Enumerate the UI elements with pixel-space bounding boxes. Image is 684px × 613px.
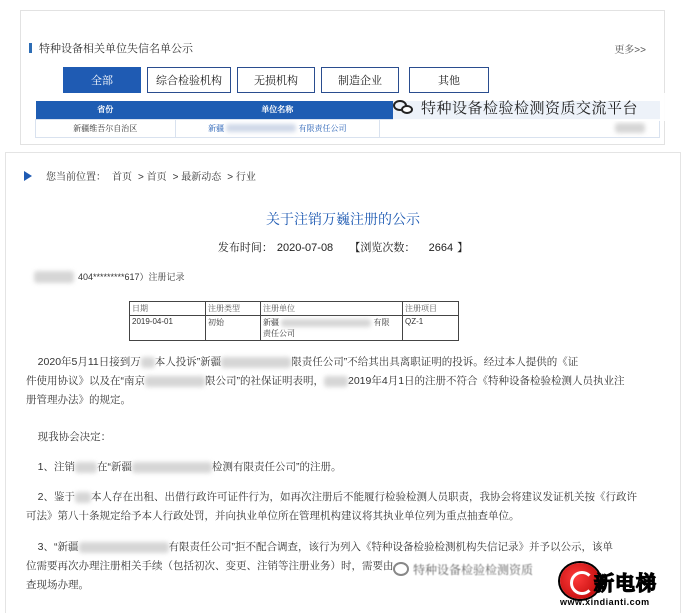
p1-part-a: 2020年5月11日接到万 [37,356,141,368]
redacted-name [324,376,348,387]
table-header-row [130,302,459,316]
cell-unit [261,316,403,341]
table-row[interactable] [36,119,660,137]
panel-title-marker [29,43,32,53]
table-row [130,316,459,341]
article-panel [5,152,681,613]
p5-part-b: 有限责任公司”拒不配合调查，该行为列入《特种设备检验检测机构失信记录》并予以公示，该单 [168,541,614,553]
redacted-unit [281,319,371,327]
paragraph-item-1 [26,458,666,477]
p4-part-a: 2、鉴于 [37,491,76,503]
p1-line2-c: 2019年4月1日的注册不符合《特种设备检验检测人员执业注 [348,375,625,387]
watermark-text: 特种设备检验检测资质交流平台 [421,99,639,117]
views-close: 】 [457,242,469,254]
registration-table [129,301,459,341]
column-header-unit: 单位名称 [175,101,380,119]
p4-line2: 可法》第八十条规定给予本人行政处罚，并向执业单位所在管理机构建议将其执业单位列为重点抽查单位。 [26,510,520,522]
p5-line2-a: 位需要再次办理注册相关手续（包括初次、变更、注销等注册业务）时，需要由 [26,560,394,572]
cell-blank [380,119,660,137]
breadcrumb-industry[interactable]: > 行业 [227,172,256,183]
redacted-unit [221,357,291,368]
column-header-unit: 注册单位 [261,302,403,316]
panel-title: 特种设备相关单位失信名单公示 [39,43,193,55]
publish-label: 发布时间： [217,242,273,254]
unit-part-b: 有限 [373,318,390,327]
redacted-name [141,357,155,368]
bottom-watermark [393,558,581,580]
blacklist-panel [20,10,665,145]
column-header-item: 注册项目 [403,302,459,316]
breadcrumb-news[interactable]: > 最新动态 [172,172,222,183]
unit-part-c: 责任公司 [263,329,295,338]
redacted-name [34,271,74,283]
paragraph-complaint [26,353,666,410]
paragraph-item-2 [26,488,666,526]
redacted-unit [79,542,169,553]
cell-item: QZ-1 [403,316,459,341]
p3-part-c: 检测有限责任公司”的注册。 [212,461,342,473]
site-logo [560,563,680,611]
unit-name-prefix: 新疆 [208,123,225,133]
unit-name-suffix: 有限责任公司 [298,123,347,133]
wechat-icon [393,98,415,116]
breadcrumb-label: 您当前位置： [46,172,106,183]
p3-part-a: 1、注销 [37,461,76,473]
logo-url: www.xindianti.com [560,597,650,607]
redacted-unit [145,376,205,387]
paragraph-decision [26,428,666,447]
p5-line3: 查现场办理。 [26,579,89,591]
p1-part-c: 限责任公司”不给其出具离职证明的投诉。经过本人提供的《证 [291,356,579,368]
column-header-province: 省份 [36,101,176,119]
p1-line3: 册管理办法》的规定。 [26,394,131,406]
cell-date: 2019-04-01 [130,316,206,341]
redacted-cell [615,123,645,133]
breadcrumb-home[interactable]: 首页 [112,172,132,183]
breadcrumb-home-2[interactable]: > 首页 [138,172,167,183]
tab-inspection-agency[interactable]: 综合检验机构 [147,67,231,93]
tab-ndt-agency[interactable]: 无损机构 [237,67,315,93]
column-header-date: 日期 [130,302,206,316]
category-tabs [63,67,495,93]
redacted-name [75,462,97,473]
p5-part-a: 3、“新疆 [37,541,79,553]
p1-line2-a: 件使用协议》以及在“南京 [26,375,145,387]
p3-part-b: 在“新疆 [97,461,133,473]
publish-date: 2020-07-08 [276,242,334,254]
tab-manufacturer[interactable]: 制造企业 [321,67,399,93]
p1-line2-b: 限公司”的社保证明表明， [205,375,324,387]
breadcrumb-arrow-icon [24,171,32,181]
more-link[interactable]: 更多>> [614,45,646,56]
views-count: 2664 [428,242,454,254]
bottom-watermark-text: 特种设备检验检测资质 [413,562,534,577]
views-label: 【浏览次数： [349,242,416,254]
cell-type: 初始 [206,316,261,341]
tab-all[interactable]: 全部 [63,67,141,93]
unit-part-a: 新疆 [263,318,279,327]
record-id: 404*********617）注册记录 [78,272,185,282]
panel-header [21,11,664,71]
wechat-icon [393,562,409,576]
article-meta [6,239,680,255]
redacted-unit [226,124,296,132]
breadcrumb [46,168,256,183]
cell-unit-name[interactable] [175,119,380,137]
p1-part-b: 本人投诉”新疆 [154,356,222,368]
wechat-watermark [393,93,668,121]
redacted-unit [132,462,212,473]
cell-province: 新疆维吾尔自治区 [36,119,176,137]
article-title: 关于注销万巍注册的公示 [266,211,420,227]
logo-name: 新电梯 [594,571,657,595]
redacted-name [75,492,91,503]
column-header-type: 注册类型 [206,302,261,316]
tab-other[interactable]: 其他 [409,67,489,93]
p4-part-b: 本人存在出租、出借行政许可证件行为，如再次注册后不能履行检验检测人员职责，我协会将建议发证机关按《行政许 [91,491,638,503]
record-line [34,270,185,283]
p2-text: 现我协会决定： [37,431,112,443]
